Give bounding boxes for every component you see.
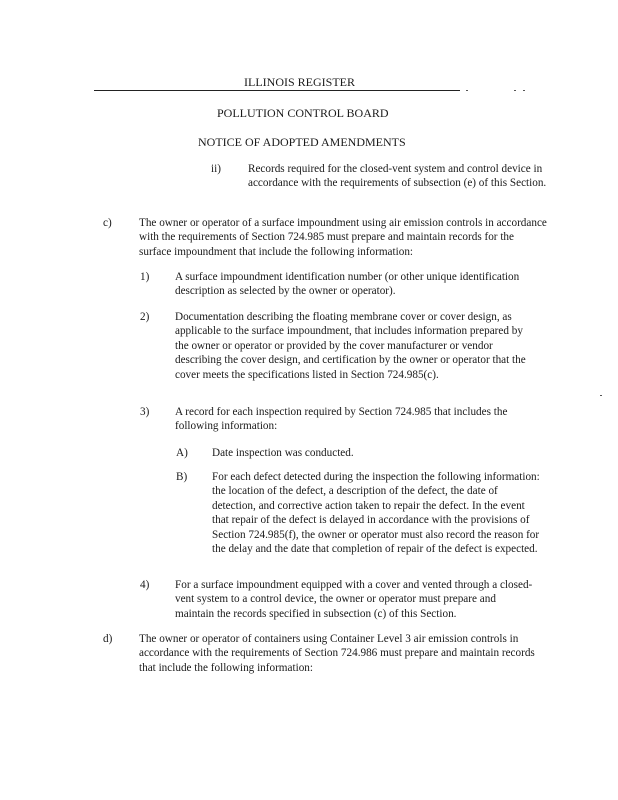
scan-speck <box>514 90 516 91</box>
item-marker-3: 3) <box>140 406 150 418</box>
subitem-marker-a: A) <box>176 447 188 459</box>
item-marker-ii: ii) <box>211 163 221 175</box>
item-marker-4: 4) <box>140 579 150 591</box>
item-marker-1: 1) <box>140 271 150 283</box>
scan-speck <box>523 90 525 91</box>
register-title: ILLINOIS REGISTER <box>244 75 355 89</box>
subitem-text-a: Date inspection was conducted. <box>212 447 354 459</box>
header-rule <box>94 90 460 91</box>
item-text-2: Documentation describing the floating membrane cover or cover design, as applicable to the surface impoundment, that includes information prepared by the owner or operator or provided by the cover manufacturer or vendor describing the cover design, and certification by the owner or operator that the cover meets the specifications listed in Section 724.985(c). <box>175 311 526 381</box>
scan-speck <box>466 90 468 91</box>
subitem-text-b: For each defect detected during the inspection the following information: the location of the defect, a description of the defect, the date of detection, and corrective action taken to repair the defect. In the event that repair of the defect is delayed in accordance with the provisions of Section 724.985(f), the owner or operator must also record the reason for the delay and the date that completion of repair of the defect is expected. <box>212 471 540 556</box>
scan-speck <box>600 395 602 396</box>
item-marker-2: 2) <box>140 311 150 323</box>
item-text-ii: Records required for the closed-vent system and control device in accordance with the requirements of subsection (e) of this Section. <box>248 163 547 190</box>
item-text-3: A record for each inspection required by Section 724.985 that includes the following information: <box>175 406 508 433</box>
notice-title: NOTICE OF ADOPTED AMENDMENTS <box>198 135 406 149</box>
section-marker-c: c) <box>103 217 112 229</box>
section-marker-d: d) <box>103 633 113 645</box>
item-text-1: A surface impoundment identification number (or other unique identification description as selected by the owner or operator). <box>175 271 520 298</box>
section-text-d: The owner or operator of containers using Container Level 3 air emission controls in accordance with the requirements of Section 724.986 must prepare and maintain records that include the following information: <box>139 633 535 674</box>
item-text-4: For a surface impoundment equipped with a cover and vented through a closed-vent system to a control device, the owner or operator must prepare and maintain the records specified in subsection (c) of this Section. <box>175 579 533 620</box>
section-text-c: The owner or operator of a surface impoundment using air emission controls in accordance with the requirements of Section 724.985 must prepare and maintain records for the surface impoundment that include the following information: <box>139 217 547 258</box>
board-title: POLLUTION CONTROL BOARD <box>217 106 389 120</box>
subitem-marker-b: B) <box>176 471 188 483</box>
